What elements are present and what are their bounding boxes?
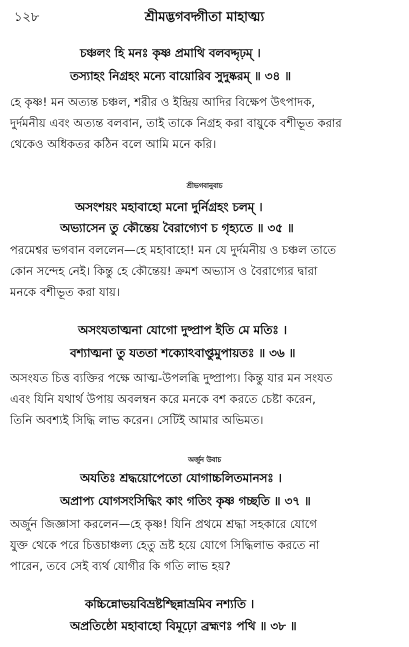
verse-35-line-1: অসংশয়ং মহাবাহো মনো দুর্নিগ্রহং চলম্ । [75,200,263,214]
translation-35-line-2: কোন সন্দেহ নেই। কিন্তু হে কৌন্তেয়! ক্রমশ অভ্যাস ও বৈরাগ্যের দ্বারা [10,264,318,278]
verse-38-line-1: কচ্চিন্নোভয়বিভ্রষ্টশ্ছিন্নাভ্রমিব নশ্যতি । [85,597,255,611]
translation-36-line-1: অসংযত চিত্ত ব্যক্তির পক্ষে আত্ম-উপলব্ধি দুষ্প্রাপ্য। কিন্তু যার মন সংযত [10,371,333,385]
page-header [0,8,409,28]
translation-36-line-3: তিনি অবশ্যই সিদ্ধি লাভ করেন। সেটিই আমার অভিমত। [10,413,264,427]
translation-35-line-1: পরমেশ্বর ভগবান বললেন—হে মহাবাহো! মন যে দুর্দমনীয় ও চঞ্চল তাতে [10,243,337,257]
verse-36-line-1: অসংযতাত্মনা যোগো দুষ্প্রাপ ইতি মে মতিঃ । [78,323,287,337]
translation-34-line-3: থেকেও অধিকতর কঠিন বলে আমি মনে করি। [10,137,217,151]
verse-34-line-1: চঞ্চলং হি মনঃ কৃষ্ণ প্রমাথি বলবদ্দৃঢ়ম্ । [80,46,261,60]
verse-35-line-2: অভ্যাসেন তু কৌন্তেয় বৈরাগ্যেণ চ গৃহ্যতে ॥ ৩৫ ॥ [60,221,294,235]
page-title: শ্রীমদ্ভগবদ্গীতা মাহাত্ম্য [144,10,265,25]
verse-38-line-2: অপ্রতিষ্ঠো মহাবাহো বিমূঢ়ো ব্রহ্মণঃ পথি ॥ ৩৮ ॥ [70,619,297,633]
verse-36-line-2: বশ্যাত্মনা তু যততা শক্যোঽবাপ্তুমুপায়তঃ ॥ ৩৬ ॥ [70,346,296,360]
page-number: ১২৮ [14,10,40,25]
translation-35-line-3: মনকে বশীভূত করা যায়। [10,285,121,299]
translation-34-line-2: দুর্দমনীয় এবং অত্যন্ত বলবান, তাই তাকে নিগ্রহ করা বায়ুকে বশীভূত করার [10,116,342,130]
translation-37-line-2: যুক্ত থেকে পরে চিত্তচাঞ্চল্য হেতু ভ্রষ্ট হয়ে যোগে সিদ্ধিলাভ করতে না [10,538,320,552]
speaker-bhagavan: শ্রীভগবানুবাচ [186,182,223,190]
translation-37-line-3: পারেন, তবে সেই ব্যর্থ যোগীর কি গতি লাভ হয়? [10,559,231,573]
translation-37-line-1: অর্জুন জিজ্ঞাসা করলেন—হে কৃষ্ণ! যিনি প্রথমে শ্রদ্ধা সহকারে যোগে [10,517,317,531]
translation-36-line-2: এবং যিনি যথার্থ উপায় অবলম্বন করে মনকে বশ করতে চেষ্টা করেন, [10,392,316,406]
verse-34-line-2: তস্যাহং নিগ্রহং মন্যে বায়োরিব সুদুষ্করম্ ॥ ৩৪ ॥ [70,69,291,83]
translation-34-line-1: হে কৃষ্ণ! মন অত্যন্ত চঞ্চল, শরীর ও ইন্দ্রিয় আদির বিক্ষেপ উৎপাদক, [10,95,316,109]
verse-37-line-2: অপ্রাপ্য যোগসংসিদ্ধিং কাং গতিং কৃষ্ণ গচ্ছতি ॥ ৩৭ ॥ [60,494,311,508]
verse-37-line-1: অযতিঃ শ্রদ্ধয়োপেতো যোগাচ্চলিতমানসঃ । [80,471,282,485]
speaker-arjuna: অর্জুন উবাচ [187,456,222,464]
